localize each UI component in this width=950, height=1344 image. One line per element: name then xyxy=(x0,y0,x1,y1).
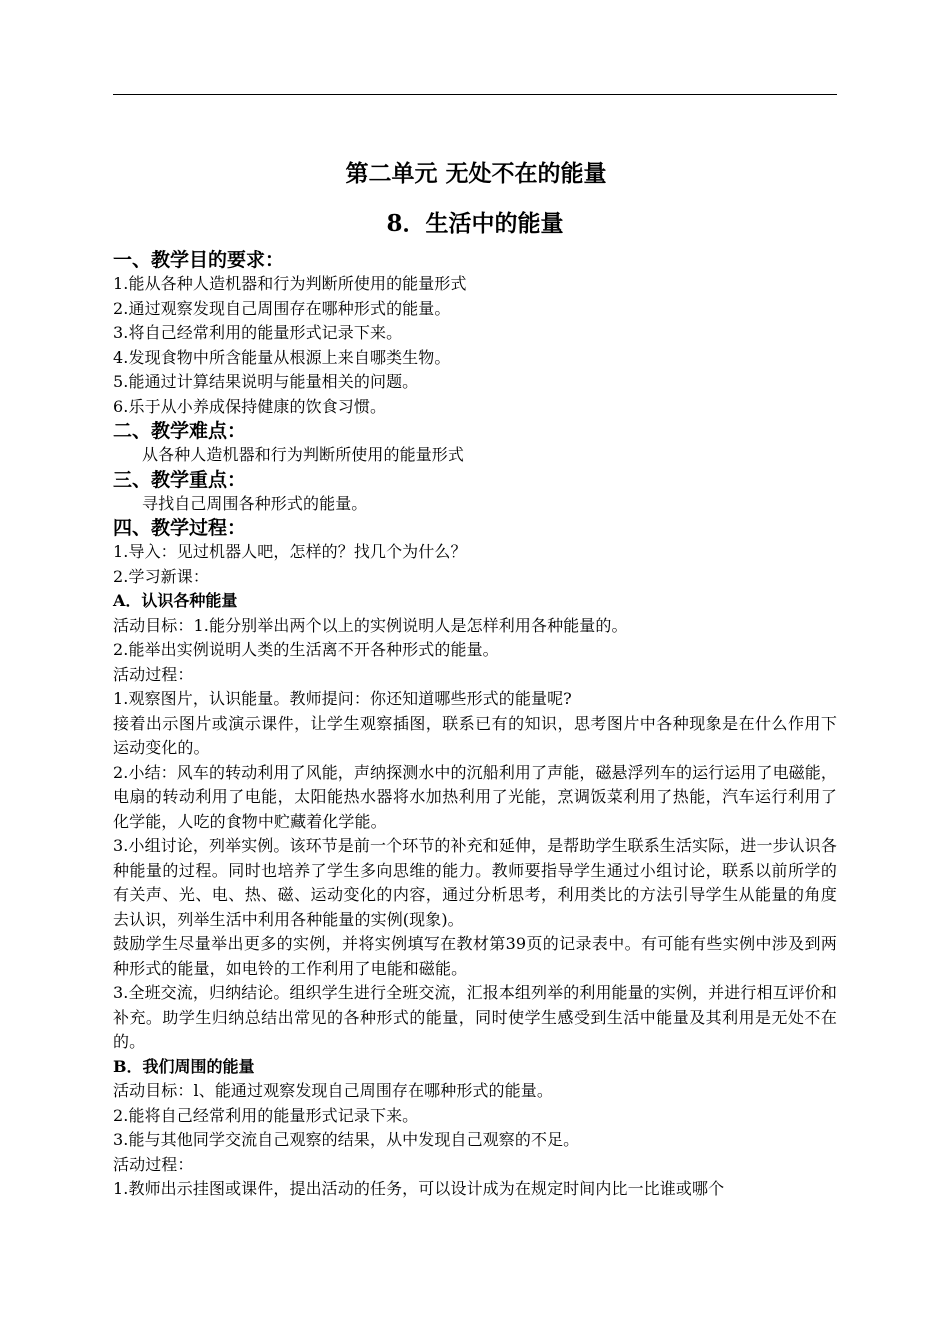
section-heading-objectives: 一、教学目的要求： xyxy=(113,249,285,271)
section-heading-difficulty: 二、教学难点： xyxy=(113,420,247,442)
part-a-goal: 2.能举出实例说明人类的生活离不开各种形式的能量。 xyxy=(113,640,499,659)
objective-item: 2.通过观察发现自己周围存在哪种形式的能量。 xyxy=(113,298,451,318)
focus-text: 寻找自己周围各种形式的能量。 xyxy=(142,493,368,513)
objective-item: 4.发现食物中所含能量从根源上来自哪类生物。 xyxy=(113,347,451,367)
part-a-process-label: 活动过程： xyxy=(113,664,194,684)
lesson-title: 8．生活中的能量 xyxy=(386,210,564,237)
objective-item: 5.能通过计算结果说明与能量相关的问题。 xyxy=(113,372,419,391)
part-a-paragraph: 3.小组讨论，列举实例。该环节是前一个环节的补充和延伸，是帮助学生联系生活实际，进一步认识各种能量的过程。同时也培养了学生多向思维的能力。教师要指导学生通过小组讨论，联系以前所学的有关声、光、电、热、磁、运动变化的内容，通过分析思考，利用类比的方法引导学生从能量的角度去认识，列举生活中利用各种能量的实例(现象)。 xyxy=(113,836,837,929)
part-a-goal: 活动目标：1.能分别举出两个以上的实例说明人是怎样利用各种能量的。 xyxy=(113,615,628,635)
objective-item: 3.将自己经常利用的能量形式记录下来。 xyxy=(113,323,403,342)
process-new-lesson: 2.学习新课： xyxy=(113,566,209,586)
objective-item: 1.能从各种人造机器和行为判断所使用的能量形式 xyxy=(113,274,467,293)
document-content xyxy=(113,158,837,1202)
part-b-goal: 2.能将自己经常利用的能量形式记录下来。 xyxy=(113,1105,419,1125)
part-a-paragraph: 2.小结：风车的转动利用了风能，声纳探测水中的沉船利用了声能，磁悬浮列车的运行运用了电磁能，电扇的转动利用了电能，太阳能热水器将水加热利用了光能，烹调饭菜利用了热能，汽车运行利用了化学能，人吃的食物中贮藏着化学能。 xyxy=(113,762,837,831)
part-b-goal: 活动目标：l、能通过观察发现自己周围存在哪种形式的能量。 xyxy=(113,1081,553,1100)
part-a-paragraph: 1.观察图片，认识能量。教师提问：你还知道哪些形式的能量呢? xyxy=(113,689,572,708)
part-b-goal: 3.能与其他同学交流自己观察的结果，从中发现自己观察的不足。 xyxy=(113,1130,580,1149)
section-heading-process: 四、教学过程： xyxy=(113,517,247,539)
part-a-paragraph: 3.全班交流，归纳结论。组织学生进行全班交流，汇报本组列举的利用能量的实例，并进行相互评价和补充。助学生归纳总结出常见的各种形式的能量，同时使学生感受到生活中能量及其利用是无处不在的。 xyxy=(113,983,837,1051)
section-heading-focus: 三、教学重点： xyxy=(113,468,247,491)
header-rule xyxy=(113,94,837,95)
part-a-paragraph: 接着出示图片或演示课件，让学生观察插图，联系已有的知识，思考图片中各种现象是在什么作用下运动变化的。 xyxy=(113,713,837,757)
difficulty-text: 从各种人造机器和行为判断所使用的能量形式 xyxy=(142,445,465,464)
part-b-process-label: 活动过程： xyxy=(113,1154,194,1174)
process-intro: 1.导入：见过机器人吧，怎样的？找几个为什么？ xyxy=(113,542,467,561)
part-a-title: A．认识各种能量 xyxy=(113,591,238,610)
part-a-paragraph: 鼓励学生尽量举出更多的实例，并将实例填写在教材第39页的记录表中。有可能有些实例中涉及到两种形式的能量，如电铃的工作利用了电能和磁能。 xyxy=(113,934,837,978)
part-b-title: B．我们周围的能量 xyxy=(113,1056,255,1076)
unit-title: 第二单元 无处不在的能量 xyxy=(345,160,607,187)
part-b-paragraph: 1.教师出示挂图或课件，提出活动的任务，可以设计成为在规定时间内比一比谁或哪个 xyxy=(113,1179,725,1198)
objective-item: 6.乐于从小养成保持健康的饮食习惯。 xyxy=(113,396,387,416)
